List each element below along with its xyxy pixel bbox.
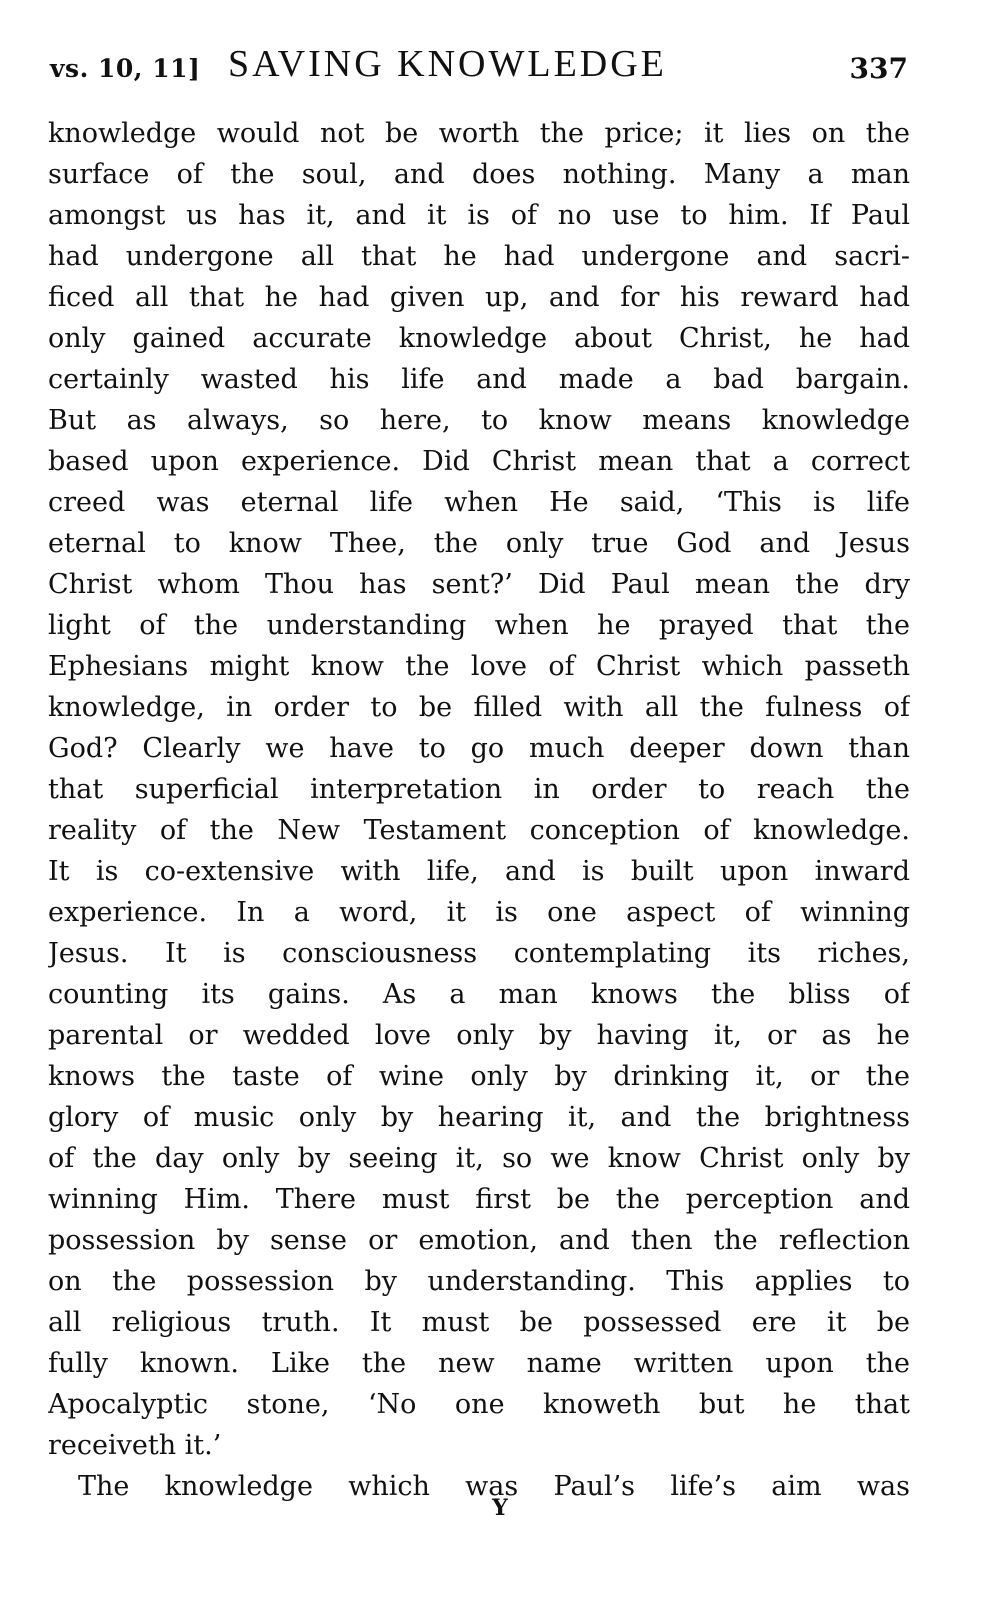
text-line: Ephesians might know the love of Christ which passeth <box>48 651 910 682</box>
page-number: 337 <box>849 52 908 85</box>
text-line: Jesus. It is consciousness contemplating its riches, <box>48 938 910 969</box>
text-line: of the day only by seeing it, so we know Christ only by <box>48 1143 910 1174</box>
text-line: knowledge would not be worth the price; it lies on the <box>48 118 910 149</box>
text-line: ficed all that he had given up, and for his reward had <box>48 282 910 313</box>
verse-reference: vs. 10, 11] <box>50 54 201 83</box>
body-text <box>48 113 910 1507</box>
text-line: receiveth it.’ <box>48 1430 222 1461</box>
text-line: counting its gains. As a man knows the bliss of <box>48 979 910 1010</box>
text-line: amongst us has it, and it is of no use to him. If Paul <box>48 200 910 231</box>
text-line: Christ whom Thou has sent?’ Did Paul mean the dry <box>48 569 910 600</box>
running-header <box>50 42 908 92</box>
text-line: fully known. Like the new name written upon the <box>48 1348 910 1379</box>
text-line: The knowledge which was Paul’s life’s aim was <box>78 1471 910 1502</box>
text-line: creed was eternal life when He said, ‘This is life <box>48 487 910 518</box>
text-line: But as always, so here, to know means knowledge <box>48 405 910 436</box>
text-line: possession by sense or emotion, and then the reflection <box>48 1225 910 1256</box>
text-line: Apocalyptic stone, ‘No one knoweth but he that <box>48 1389 910 1420</box>
text-line: had undergone all that he had undergone and sacri- <box>48 241 910 272</box>
text-line: parental or wedded love only by having it, or as he <box>48 1020 910 1051</box>
text-line: reality of the New Testament conception of knowledge. <box>48 815 910 846</box>
text-line: knowledge, in order to be filled with all the fulness of <box>48 692 910 723</box>
text-line: knows the taste of wine only by drinking it, or the <box>48 1061 910 1092</box>
signature-mark: Y <box>492 1495 508 1521</box>
text-line: eternal to know Thee, the only true God and Jesus <box>48 528 910 559</box>
text-line: that superficial interpretation in order to reach the <box>48 774 910 805</box>
text-line: surface of the soul, and does nothing. Many a man <box>48 159 910 190</box>
text-line: all religious truth. It must be possessed ere it be <box>48 1307 910 1338</box>
text-line: winning Him. There must first be the perception and <box>48 1184 910 1215</box>
text-line: based upon experience. Did Christ mean that a correct <box>48 446 910 477</box>
text-line: certainly wasted his life and made a bad bargain. <box>48 364 910 395</box>
text-line: It is co-extensive with life, and is built upon inward <box>48 856 910 887</box>
text-line: God? Clearly we have to go much deeper down than <box>48 733 910 764</box>
text-line: on the possession by understanding. This applies to <box>48 1266 910 1297</box>
text-line: experience. In a word, it is one aspect of winning <box>48 897 910 928</box>
text-line: light of the understanding when he prayed that the <box>48 610 910 641</box>
text-line: only gained accurate knowledge about Christ, he had <box>48 323 910 354</box>
text-line: glory of music only by hearing it, and the brightness <box>48 1102 910 1133</box>
page-title: SAVING KNOWLEDGE <box>228 43 667 85</box>
